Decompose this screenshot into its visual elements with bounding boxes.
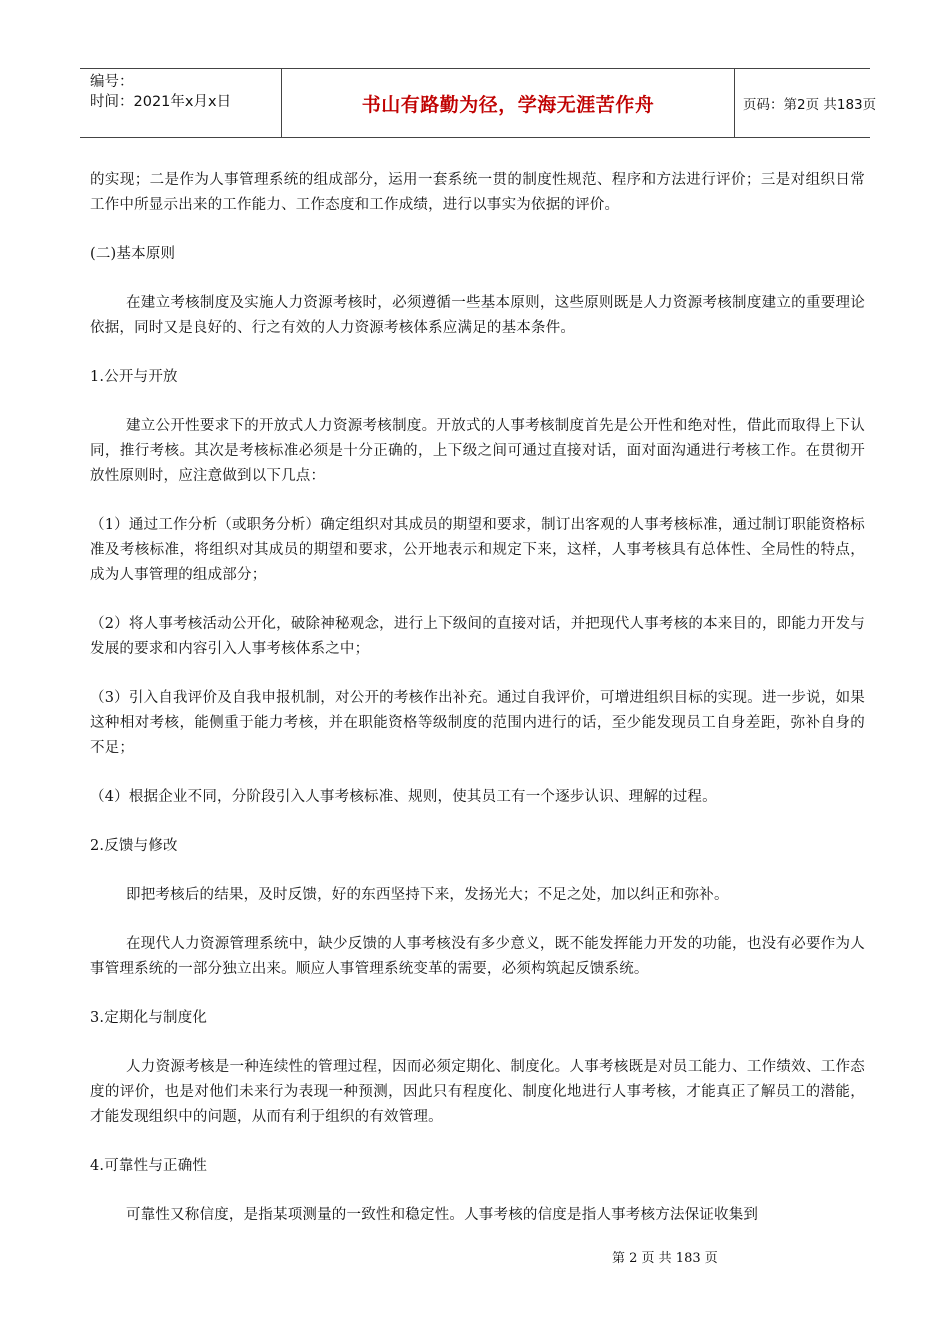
paragraph: 人力资源考核是一种连续性的管理过程，因而必须定期化、制度化。人事考核既是对员工能力、工作绩效、工作态度的评价，也是对他们未来行为表现一种预测，因此只有程度化、制度化地进行人事考核，才能真正了解员工的潜能，才能发现组织中的问题，从而有利于组织的有效管理。 [90, 1059, 865, 1125]
header-motto: 书山有路勤为径，学海无涯苦作舟 [282, 69, 735, 137]
paragraph: 在现代人力资源管理系统中，缺少反馈的人事考核没有多少意义，既不能发挥能力开发的功能，也没有必要作为人事管理系统的一部分独立出来。顺应人事管理系统变革的需要，必须构筑起反馈系统。 [90, 936, 865, 977]
subsection-heading: 4.可靠性与正确性 [90, 1158, 208, 1174]
paragraph: 即把考核后的结果，及时反馈，好的东西坚持下来，发扬光大；不足之处，加以纠正和弥补。 [126, 887, 729, 903]
header-meta [80, 69, 282, 137]
list-item: （2）将人事考核活动公开化，破除神秘观念，进行上下级间的直接对话，并把现代人事考核的本来目的，即能力开发与发展的要求和内容引入人事考核体系之中； [90, 616, 865, 657]
subsection-heading: 1.公开与开放 [90, 369, 178, 385]
subsection-heading: 2.反馈与修改 [90, 838, 178, 854]
list-item: （1）通过工作分析（或职务分析）确定组织对其成员的期望和要求，制订出客观的人事考核标准，通过制订职能资格标准及考核标准，将组织对其成员的期望和要求，公开地表示和规定下来，这样，人事考核具有总体性、全局性的特点，成为人事管理的组成部分； [90, 517, 865, 583]
document-number-label: 编号： [90, 74, 134, 90]
paragraph: 建立公开性要求下的开放式人力资源考核制度。开放式的人事考核制度首先是公开性和绝对性，借此而取得上下认同，推行考核。其次是考核标准必须是十分正确的，上下级之间可通过直接对话，面对面沟通进行考核工作。在贯彻开放性原则时，应注意做到以下几点： [90, 418, 865, 484]
paragraph: 可靠性又称信度，是指某项测量的一致性和稳定性。人事考核的信度是指人事考核方法保证收集到 [126, 1207, 759, 1223]
subsection-heading: 3.定期化与制度化 [90, 1010, 208, 1026]
header-page-number: 页码：第2页 共183页 [743, 97, 877, 113]
page-header [80, 68, 877, 138]
paragraph: 的实现；二是作为人事管理系统的组成部分，运用一套系统一贯的制度性规范、程序和方法进行评价；三是对组织日常工作中所显示出来的工作能力、工作态度和工作成绩，进行以事实为依据的评价。 [90, 172, 865, 213]
document-time-label: 时间：2021年x月x日 [90, 94, 232, 110]
document-body [90, 168, 865, 1252]
list-item: （4）根据企业不同，分阶段引入人事考核标准、规则，使其员工有一个逐步认识、理解的过程。 [90, 789, 717, 805]
paragraph: 在建立考核制度及实施人力资源考核时，必须遵循一些基本原则，这些原则既是人力资源考核制度建立的重要理论依据，同时又是良好的、行之有效的人力资源考核体系应满足的基本条件。 [90, 295, 865, 336]
page-footer: 第 2 页 共 183 页 [612, 1251, 718, 1266]
section-heading: (二)基本原则 [90, 246, 176, 262]
list-item: （3）引入自我评价及自我申报机制，对公开的考核作出补充。通过自我评价，可增进组织目标的实现。进一步说，如果这种相对考核，能侧重于能力考核，并在职能资格等级制度的范围内进行的话，至少能发现员工自身差距，弥补自身的不足； [90, 690, 865, 756]
